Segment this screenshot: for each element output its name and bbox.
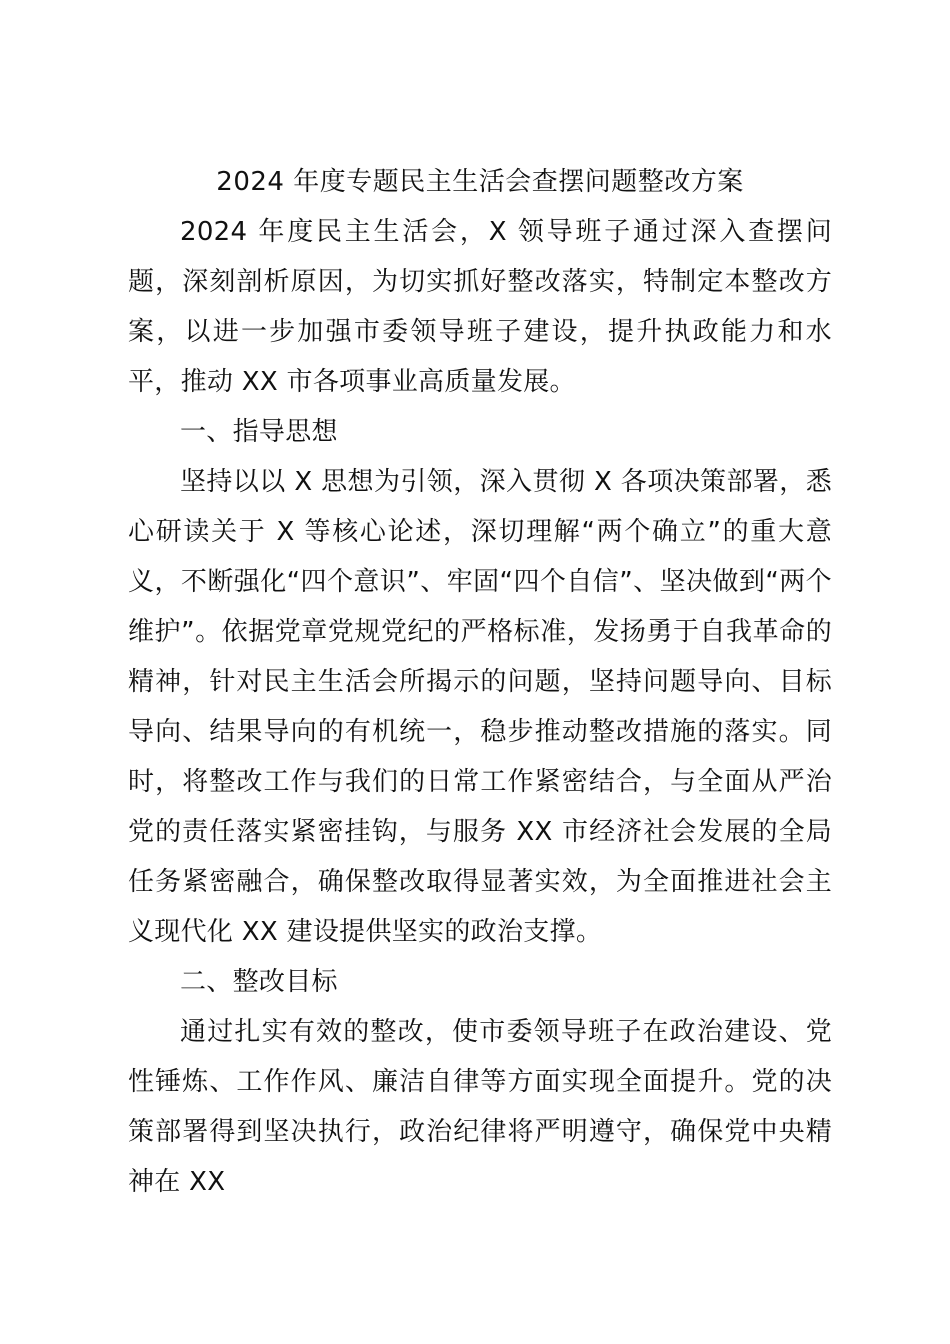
document-title: 2024 年度专题民主生活会查摆问题整改方案 <box>216 167 744 197</box>
section-body-rectification-goals: 通过扎实有效的整改，使市委领导班子在政治建设、党性锤炼、工作作风、廉洁自律等方面实现全面提升。党的决策部署得到坚决执行，政治纪律将严明遵守，确保党中央精神在 XX <box>128 1017 832 1197</box>
section-heading-guiding-ideology: 一、指导思想 <box>180 417 338 447</box>
section-heading-rectification-goals: 二、整改目标 <box>180 967 338 997</box>
section-body-guiding-ideology: 坚持以以 X 思想为引领，深入贯彻 X 各项决策部署，悉心研读关于 X 等核心论述，深切理解“两个确立”的重大意义，不断强化“四个意识”、牢固“四个自信”、坚决做到“两个维护”。依据党章党规党纪的严格标准，发扬勇于自我革命的精神，针对民主生活会所揭示的问题，坚持问题导向、目标导向、结果导向的有机统一，稳步推动整改措施的落实。同时，将整改工作与我们的日常工作紧密结合，与全面从严治党的责任落实紧密挂钩，与服务 XX 市经济社会发展的全局任务紧密融合，确保整改取得显著实效，为全面推进社会主义现代化 XX 建设提供坚实的政治支撑。 <box>128 467 832 947</box>
document-body <box>128 157 832 1207</box>
intro-paragraph: 2024 年度民主生活会，X 领导班子通过深入查摆问题，深刻剖析原因，为切实抓好整改落实，特制定本整改方案，以进一步加强市委领导班子建设，提升执政能力和水平，推动 XX 市各项事业高质量发展。 <box>128 217 832 397</box>
